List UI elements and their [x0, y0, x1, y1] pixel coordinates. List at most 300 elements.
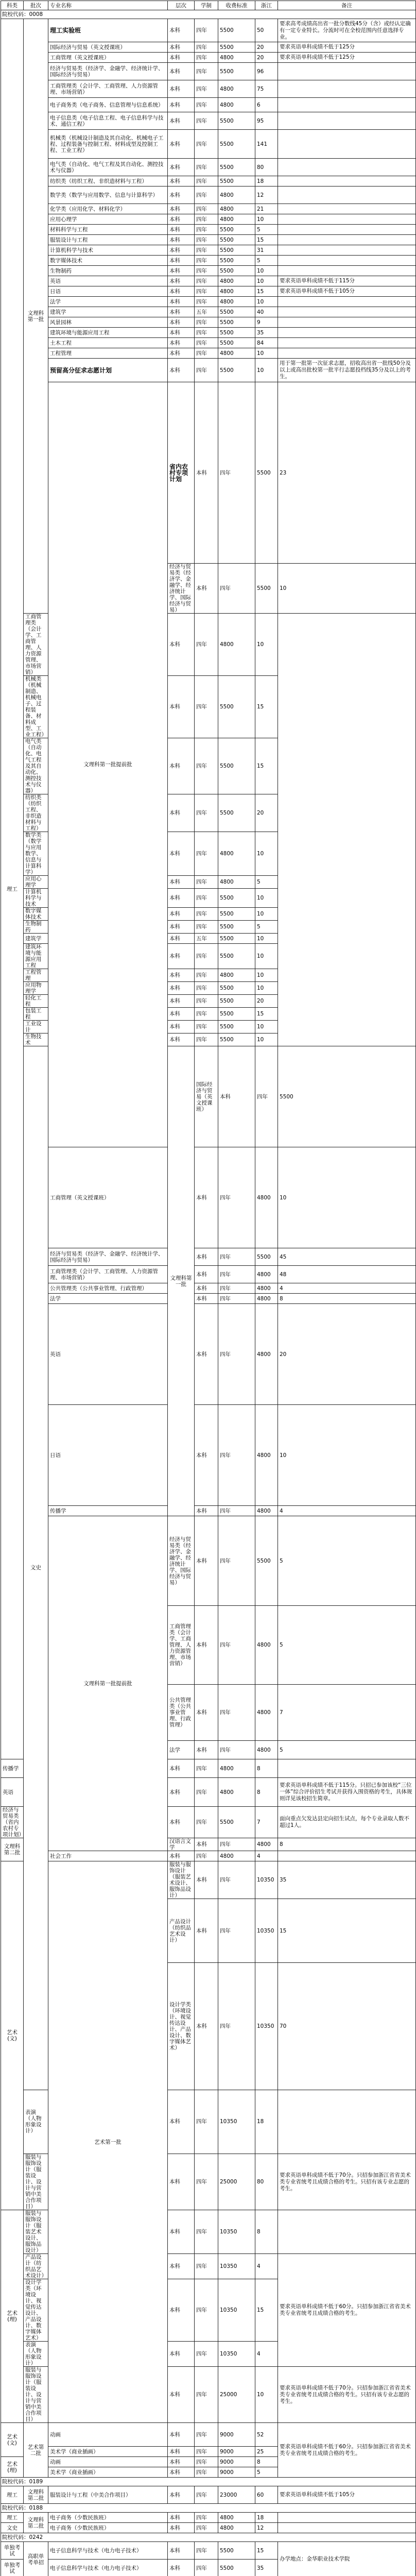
fee-cell: 10350	[218, 2210, 255, 2254]
fee-cell: 4800	[218, 969, 255, 982]
category-cell: 理工	[1, 2486, 24, 2504]
table-row	[1, 204, 416, 214]
major-cell: 风景园林	[48, 317, 168, 328]
years-cell: 四年	[195, 225, 218, 235]
years-cell: 四年	[195, 676, 218, 738]
table-row	[1, 1248, 416, 1266]
table-row	[1, 80, 416, 98]
years-cell: 四年	[195, 969, 218, 982]
major-cell: 电子商务（少数民族班）	[48, 2513, 168, 2523]
level-cell: 本科	[168, 2154, 195, 2210]
fee-cell: 4800	[218, 286, 255, 297]
remarks-cell	[278, 338, 416, 348]
table-row	[1, 2523, 416, 2533]
table-row	[1, 286, 416, 297]
fee-cell: 4800	[218, 80, 255, 98]
fee-cell: 4800	[218, 276, 255, 286]
level-cell: 本科	[195, 1248, 218, 1266]
level-cell: 本科	[195, 1304, 218, 1405]
fee-cell: 5500	[255, 382, 278, 564]
table-row	[1, 1304, 416, 1405]
fee-cell: 5500	[218, 42, 255, 53]
batch-cell: 高职单考单招	[24, 2542, 48, 2576]
table-row	[1, 1294, 416, 1304]
major-cell: 计算机科学与技术	[24, 889, 48, 908]
table-row	[1, 338, 416, 348]
zhejiang-quota-cell: 4	[255, 2254, 278, 2279]
level-cell: 本科	[168, 1021, 195, 1033]
zhejiang-quota-cell: 75	[255, 80, 278, 98]
fee-cell: 5500	[218, 908, 255, 921]
level-cell: 本科	[168, 112, 195, 130]
level-cell: 本科	[195, 1294, 218, 1304]
major-cell: 省内农村专项计划	[168, 382, 195, 564]
level-cell: 本科	[168, 98, 195, 112]
fee-cell: 5500	[218, 307, 255, 317]
table-row	[1, 2542, 416, 2560]
zhejiang-quota-cell: 15	[255, 235, 278, 245]
level-cell: 本科	[168, 969, 195, 982]
zhejiang-quota-cell: 6	[255, 98, 278, 112]
level-cell: 本科	[168, 359, 195, 382]
fee-cell: 5500	[218, 2560, 255, 2576]
level-cell: 本科	[168, 2513, 195, 2523]
level-cell: 本科	[168, 2560, 195, 2576]
header-category: 科类	[1, 1, 24, 10]
zhejiang-quota-cell: 20	[255, 42, 278, 53]
major-cell: 数学类（数学与应用数学、信息与计算科学）	[24, 832, 48, 876]
school-code	[1, 2478, 416, 2486]
years-cell: 四年	[195, 159, 218, 176]
remarks-cell: 要求高考成绩高出省一批分数线45分（含）或经认定确有一定专业特长。分流时可在全校范围内任意选择专业。	[278, 19, 416, 42]
table-row	[1, 359, 416, 382]
school-code	[1, 10, 416, 19]
level-cell: 本科	[168, 266, 195, 276]
years-cell: 四年	[195, 348, 218, 359]
major-cell: 电子信息类（电子信息工程、电子信息科学与技术、通信工程）	[48, 112, 168, 130]
batch-cell: 文理科第一批提前批	[48, 1516, 168, 1851]
fee-cell: 4800	[255, 1838, 278, 1851]
major-cell: 化学类（应用化学、材料化学）	[48, 204, 168, 214]
major-cell: 电子信息科学与技术（电力电子技术）	[48, 2542, 168, 2560]
years-cell: 四年	[218, 1294, 255, 1304]
table-row	[1, 98, 416, 112]
zhejiang-quota-cell: 40	[255, 307, 278, 317]
major-cell: 表演（人物形象设计）	[24, 2342, 48, 2367]
years-cell: 四年	[218, 1266, 255, 1283]
major-cell: 纺织类（纺织工程、非织造材料与工程）	[24, 794, 48, 832]
zhejiang-quota-cell: 10	[255, 348, 278, 359]
years-cell: 四年	[218, 1899, 255, 1963]
remarks-cell: 要求英语单科成绩不低于115分	[278, 276, 416, 286]
major-cell: 工商管理（英文授课班）	[48, 1147, 168, 1248]
zhejiang-quota-cell: 4	[278, 1506, 416, 1516]
major-cell: 数字媒体技术	[48, 256, 168, 266]
fee-cell: 4800	[255, 1741, 278, 1759]
major-cell: 传播学	[1, 1759, 24, 1778]
major-cell: 应用物理学	[24, 982, 48, 995]
table-row	[1, 1266, 416, 1283]
years-cell: 四年	[195, 187, 218, 204]
table-row	[1, 235, 416, 245]
major-cell: 设计学类（环境设计、视觉传达设计、产品设计、数字媒体艺术）	[168, 1963, 195, 2090]
major-cell: 设计学类（环境设计、视觉传达设计、产品设计、数字媒体艺术）	[24, 2279, 48, 2342]
fee-cell: 4800	[218, 1759, 255, 1778]
fee-cell: 5500	[218, 176, 255, 187]
school-code-row	[1, 2504, 416, 2513]
level-cell: 本科	[168, 676, 195, 738]
zhejiang-quota-cell: 45	[278, 1248, 416, 1266]
fee-cell: 4800	[218, 614, 255, 676]
table-header-row	[1, 1, 416, 10]
header-zhejiang: 浙江	[255, 1, 278, 10]
batch-cell: 文理科第一批	[168, 1046, 195, 1516]
category-cell: 艺术(文)	[1, 2423, 24, 2457]
zhejiang-quota-cell: 5	[255, 256, 278, 266]
zhejiang-quota-cell: 7	[278, 1684, 416, 1740]
table-row	[1, 297, 416, 307]
years-cell: 四年	[195, 614, 218, 676]
table-row	[1, 1851, 416, 1861]
admission-plan-table	[1, 1, 416, 2576]
level-cell: 本科	[168, 256, 195, 266]
years-cell: 四年	[195, 2154, 218, 2210]
level-cell: 本科	[168, 214, 195, 225]
years-cell: 四年	[195, 1807, 218, 1838]
level-cell: 本科	[168, 245, 195, 256]
years-cell: 四年	[195, 1778, 218, 1807]
level-cell: 本科	[168, 307, 195, 317]
batch-cell: 艺术第二批	[24, 2423, 48, 2478]
fee-cell: 5500	[218, 245, 255, 256]
level-cell: 本科	[195, 564, 218, 614]
zhejiang-quota-cell: 10	[278, 1405, 416, 1506]
zhejiang-quota-cell: 35	[255, 2560, 278, 2576]
major-cell: 理工实验班	[48, 19, 168, 42]
major-cell: 纺织类（纺织工程、非织造材料与工程）	[48, 176, 168, 187]
zhejiang-quota-cell: 10	[255, 276, 278, 286]
fee-cell: 5500	[218, 317, 255, 328]
category-cell: 文史	[1, 2523, 24, 2533]
major-cell: 数学类（数学与应用数学、信息与计算科学）	[48, 187, 168, 204]
fee-cell: 5500	[218, 1008, 255, 1021]
remarks-cell: 要求英语单科成绩不低于115分。只招已参加该校“三位一体”综合评价招生考试并获得入围资格的考生，具体规则详见该校招生简章。	[278, 1778, 416, 1807]
zhejiang-quota-cell: 35	[255, 328, 278, 338]
level-cell: 本科	[168, 42, 195, 53]
table-row	[1, 112, 416, 130]
zhejiang-quota-cell: 10	[255, 1021, 278, 1033]
remarks-cell	[278, 187, 416, 204]
remarks-cell	[278, 307, 416, 317]
school-code-value: 0008	[29, 11, 43, 18]
years-cell: 四年	[195, 2367, 218, 2423]
fee-cell: 5500	[218, 1021, 255, 1033]
category-cell: 单独考试	[1, 2542, 24, 2560]
fee-cell: 10350	[255, 1963, 278, 2090]
major-cell: 工程管理	[48, 348, 168, 359]
years-cell: 四年	[195, 204, 218, 214]
zhejiang-quota-cell: 20	[255, 794, 278, 832]
zhejiang-quota-cell: 5	[278, 1606, 416, 1685]
zhejiang-quota-cell: 70	[278, 1963, 416, 2090]
level-cell: 本科	[168, 317, 195, 328]
fee-cell: 5500	[218, 328, 255, 338]
major-cell: 工商管理类（会计学、工商管理、人力资源管理、市场营销）	[24, 614, 48, 676]
fee-cell: 5500	[218, 225, 255, 235]
remarks-cell: 用于第一批第一次征求志愿，招收高出省一批线50分及以上或高出批校第一批平行志愿投档线35分及以上的考生。	[278, 359, 416, 382]
major-cell: 国际经济与贸易（英文授课班）	[195, 1046, 218, 1147]
years-cell: 四年	[195, 176, 218, 187]
fee-cell: 10350	[255, 1861, 278, 1899]
level-cell: 本科	[195, 1147, 218, 1248]
table-row	[1, 1516, 416, 1606]
years-cell: 四年	[195, 214, 218, 225]
fee-cell: 9000	[218, 2423, 255, 2447]
fee-cell: 4800	[255, 1294, 278, 1304]
level-cell: 本科	[195, 1606, 218, 1685]
fee-cell: 4800	[255, 1283, 278, 1294]
major-cell: 法学	[48, 297, 168, 307]
table-row	[1, 130, 416, 159]
zhejiang-quota-cell: 25	[255, 2447, 278, 2457]
zhejiang-quota-cell: 48	[278, 1266, 416, 1283]
fee-cell: 4800	[255, 1506, 278, 1516]
table-row	[1, 317, 416, 328]
level-cell: 本科	[168, 80, 195, 98]
major-cell: 工商管理类（会计学、工商管理、人力资源管理、市场营销）	[48, 80, 168, 98]
level-cell: 本科	[168, 338, 195, 348]
years-cell: 四年	[195, 2447, 218, 2457]
level-cell: 本科	[168, 276, 195, 286]
fee-cell: 5500	[218, 1033, 255, 1046]
major-cell: 服装与服饰设计（服装设计、设计与营销中美合作项目）	[24, 2367, 48, 2423]
level-cell: 本科	[168, 297, 195, 307]
years-cell: 四年	[195, 2254, 218, 2279]
years-cell: 四年	[195, 794, 218, 832]
major-cell: 建筑环境与能源应用工程	[24, 944, 48, 969]
years-cell: 四年	[218, 1516, 255, 1606]
school-code-value: 0189	[29, 2479, 43, 2485]
fee-cell: 5500	[218, 889, 255, 908]
zhejiang-quota-cell: 10	[255, 944, 278, 969]
fee-cell: 4800	[218, 187, 255, 204]
years-cell: 四年	[195, 112, 218, 130]
level-cell: 本科	[168, 53, 195, 63]
years-cell: 四年	[195, 245, 218, 256]
years-cell: 四年	[195, 738, 218, 794]
major-cell: 公共管理类（公共事业管理、行政管理）	[168, 1684, 195, 1740]
level-cell: 本科	[168, 2447, 195, 2457]
zhejiang-quota-cell: 80	[255, 159, 278, 176]
fee-cell: 4800	[255, 1266, 278, 1283]
zhejiang-quota-cell: 21	[255, 204, 278, 214]
level-cell: 本科	[168, 889, 195, 908]
level-cell: 本科	[168, 1851, 195, 1861]
level-cell: 本科	[168, 2342, 195, 2367]
fee-cell: 9000	[218, 2447, 255, 2457]
remarks-cell	[278, 225, 416, 235]
years-cell: 四年	[195, 2090, 218, 2154]
level-cell: 本科	[168, 995, 195, 1008]
table-row	[1, 159, 416, 176]
batch-cell: 文理科第二批	[1, 1838, 24, 1861]
fee-cell: 9000	[218, 2457, 255, 2467]
school-code-row	[1, 10, 416, 19]
years-cell: 四年	[195, 982, 218, 995]
remarks-cell	[278, 80, 416, 98]
fee-cell: 5500	[218, 235, 255, 245]
major-cell: 传播学	[48, 1506, 168, 1516]
batch-cell: 文理科第二批	[24, 2486, 48, 2504]
years-cell: 四年	[195, 832, 218, 876]
years-cell: 四年	[195, 944, 218, 969]
major-cell: 工商管理（英文授课班）	[48, 53, 168, 63]
major-cell: 生物制药	[24, 921, 48, 934]
years-cell: 四年	[195, 19, 218, 42]
remarks-cell	[278, 112, 416, 130]
level-cell: 本科	[168, 348, 195, 359]
level-cell: 本科	[195, 1838, 218, 1851]
years-cell: 五年	[195, 307, 218, 317]
level-cell: 本科	[168, 876, 195, 889]
zhejiang-quota-cell: 4	[255, 2342, 278, 2367]
zhejiang-quota-cell: 5	[278, 1741, 416, 1759]
level-cell: 本科	[195, 1963, 218, 2090]
fee-cell: 5500	[218, 676, 255, 738]
years-cell: 四年	[195, 130, 218, 159]
major-cell: 美术学（商业插画）	[48, 2447, 168, 2457]
batch-cell: 文理科第二批	[24, 2513, 48, 2533]
major-cell: 电子信息科学与技术（电力电子技术）	[48, 2560, 168, 2576]
fee-cell: 5500	[218, 934, 255, 944]
school-code-label: 院校代码：	[2, 2479, 29, 2485]
fee-cell: 5500	[255, 1516, 278, 1606]
zhejiang-quota-cell: 15	[278, 1899, 416, 1963]
remarks-cell	[278, 245, 416, 256]
zhejiang-quota-cell: 8	[255, 1778, 278, 1807]
years-cell: 四年	[195, 63, 218, 80]
years-cell: 四年	[218, 564, 255, 614]
level-cell: 本科	[168, 2457, 195, 2467]
level-cell: 本科	[168, 328, 195, 338]
years-cell: 四年	[195, 908, 218, 921]
fee-cell: 5500	[218, 982, 255, 995]
level-cell: 本科	[168, 225, 195, 235]
table-row	[1, 53, 416, 63]
major-cell: 包装工程	[24, 1008, 48, 1021]
major-cell: 动画	[48, 2423, 168, 2447]
level-cell: 本科	[195, 1741, 218, 1759]
level-cell: 本科	[168, 2523, 195, 2533]
level-cell: 本科	[168, 2542, 195, 2560]
level-cell: 本科	[168, 176, 195, 187]
years-cell: 四年	[218, 1861, 255, 1899]
major-cell: 建筑学	[48, 307, 168, 317]
table-row	[1, 1283, 416, 1294]
level-cell: 本科	[168, 934, 195, 944]
table-row	[1, 2513, 416, 2523]
years-cell: 四年	[195, 256, 218, 266]
level-cell: 本科	[168, 286, 195, 297]
level-cell: 本科	[168, 1807, 195, 1838]
fee-cell: 4800	[218, 2513, 255, 2523]
header-fee: 收费标准	[218, 1, 255, 10]
major-cell: 公共管理类（公共事业管理、行政管理）	[48, 1283, 168, 1294]
category-cell: 理工	[1, 2513, 24, 2523]
years-cell: 四年	[195, 2423, 218, 2447]
remarks-cell	[278, 176, 416, 187]
fee-cell: 4800	[218, 1778, 255, 1807]
table-row	[1, 1147, 416, 1248]
level-cell: 本科	[168, 235, 195, 245]
years-cell: 四年	[218, 1147, 255, 1248]
fee-cell: 5500	[218, 19, 255, 42]
fee-cell: 10350	[255, 1899, 278, 1963]
years-cell: 四年	[195, 98, 218, 112]
zhejiang-quota-cell: 10	[255, 266, 278, 276]
years-cell: 四年	[195, 2467, 218, 2478]
header-level: 层次	[168, 1, 195, 10]
fee-cell: 4800	[218, 832, 255, 876]
major-cell: 生物技术	[24, 1033, 48, 1046]
fee-cell: 4800	[218, 1851, 255, 1861]
years-cell: 四年	[195, 317, 218, 328]
zhejiang-quota-cell: 5	[255, 921, 278, 934]
table-row	[1, 348, 416, 359]
zhejiang-quota-cell: 80	[255, 2154, 278, 2210]
remarks-cell	[278, 348, 416, 359]
years-cell: 四年	[195, 276, 218, 286]
zhejiang-quota-cell: 20	[255, 995, 278, 1008]
level-cell: 本科	[168, 794, 195, 832]
major-cell: 国际经济与贸易（英文授课班）	[48, 42, 168, 53]
major-cell: 日语	[48, 1405, 168, 1506]
years-cell: 四年	[195, 889, 218, 908]
major-cell: 工商管理类（会计学、工商管理、人力资源管理、市场营销）	[48, 1266, 168, 1283]
years-cell: 四年	[218, 1684, 255, 1740]
fee-cell: 5500	[218, 266, 255, 276]
years-cell: 四年	[218, 382, 255, 564]
major-cell: 日语	[48, 286, 168, 297]
fee-cell: 5500	[218, 63, 255, 80]
remarks-cell	[278, 130, 416, 159]
level-cell: 本科	[168, 1778, 195, 1807]
school-code-value: 0188	[29, 2505, 43, 2511]
major-cell: 经济与贸易类（经济学、金融学、经济统计学、国际经济与贸易）	[48, 63, 168, 80]
school-code-label: 院校代码：	[2, 11, 29, 18]
major-cell: 轻化工程	[24, 995, 48, 1008]
level-cell: 本科	[168, 614, 195, 676]
zhejiang-quota-cell: 18	[255, 2090, 278, 2154]
level-cell: 本科	[195, 1516, 218, 1606]
fee-cell: 4800	[218, 53, 255, 63]
table-row	[1, 382, 416, 564]
major-cell: 汉语言文学	[168, 1838, 195, 1851]
major-cell: 社会工作	[48, 1851, 168, 1861]
zhejiang-quota-cell: 23	[278, 382, 416, 564]
zhejiang-quota-cell: 15	[255, 738, 278, 794]
years-cell: 四年	[195, 359, 218, 382]
major-cell: 机械类（机械设计制造及其自动化、机械电子工程、过程装备与控制工程、材料成型及控制工程、工业工程）	[48, 130, 168, 159]
fee-cell: 5500	[218, 921, 255, 934]
zhejiang-quota-cell: 31	[255, 245, 278, 256]
major-cell: 土木工程	[48, 338, 168, 348]
level-cell: 本科	[168, 2367, 195, 2423]
major-cell: 经济与贸易类（省内农村专项计划）	[1, 1807, 24, 1838]
remarks-cell: 要求英语单科成绩不低于125分	[278, 53, 416, 63]
level-cell: 本科	[168, 2090, 195, 2154]
header-batch: 批次	[24, 1, 48, 10]
